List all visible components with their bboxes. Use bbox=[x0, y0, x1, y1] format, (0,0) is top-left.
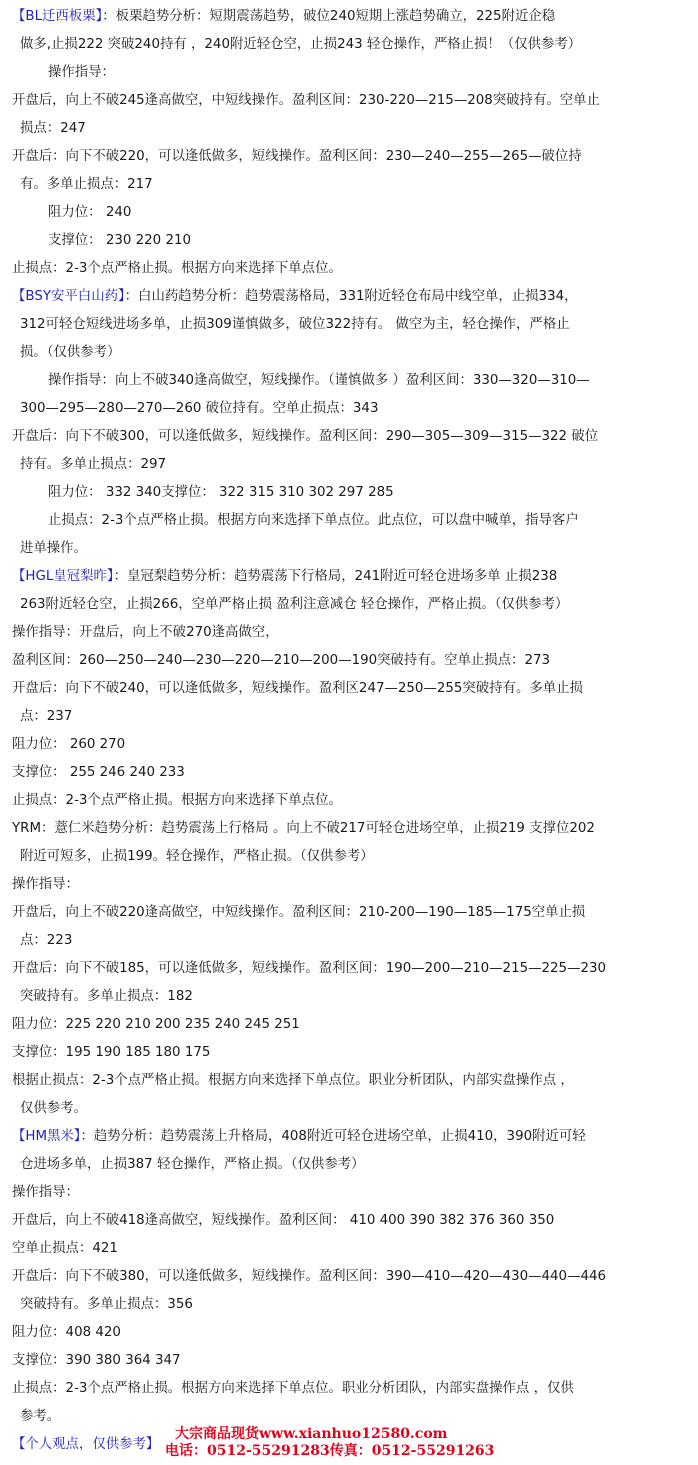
section-3-line-9: 止损点：2-3个点严格止损。根据方向来选择下单点位。 bbox=[12, 793, 342, 808]
section-2-line-10: 进单操作。 bbox=[20, 541, 87, 556]
section-4-line-8: 阻力位：225 220 210 200 235 240 245 251 bbox=[12, 1017, 300, 1032]
section-4-line-11: 仅供参考。 bbox=[20, 1101, 87, 1116]
section-3-line-3: 操作指导：开盘后，向上不破270逢高做空， bbox=[12, 625, 279, 640]
section-4-header: YRM： bbox=[12, 821, 55, 836]
footer-phone-watermark: 电话：0512-55291283传真：0512-55291263 bbox=[165, 1443, 495, 1459]
section-2-line-3: 损。（仅供参考） bbox=[20, 345, 121, 360]
section-3-line-5: 开盘后：向下不破240，可以逢低做多，短线操作。盈利区247—250—255突破持有。多单止损 bbox=[12, 681, 583, 696]
section-5-line-9: 支撑位：390 380 364 347 bbox=[12, 1353, 181, 1368]
section-2-line-7: 持有。多单止损点：297 bbox=[20, 457, 167, 472]
section-5-line-6: 开盘后：向下不破380，可以逢低做多，短线操作。盈利区间：390—410—420—430—440—446 bbox=[12, 1269, 607, 1284]
section-1-line-2: 做多,止损222 突破240持有 ，240附近轻仓空，止损243 轻仓操作，严格止损！（仅供参考） bbox=[20, 37, 582, 52]
section-5-line-8: 阻力位：408 420 bbox=[12, 1325, 121, 1340]
section-3-line-1: ：皇冠梨趋势分析：趋势震荡下行格局，241附近可轻仓进场多单 止损238 bbox=[113, 569, 558, 584]
section-5-line-1: ：趋势分析：趋势震荡上升格局，408附近可轻仓进场空单，止损410，390附近可轻 bbox=[80, 1129, 586, 1144]
section-4-line-3: 操作指导： bbox=[12, 877, 79, 892]
section-2-header: 【BSY安平白山药】 bbox=[12, 289, 125, 304]
section-5-line-10: 止损点：2-3个点严格止损。根据方向来选择下单点位。职业分析团队，内部实盘操作点 ，仅供 bbox=[12, 1381, 574, 1396]
section-1-line-3: 操作指导： bbox=[48, 65, 115, 80]
section-1-line-6: 开盘后：向下不破220，可以逢低做多，短线操作。盈利区间：230—240—255—265—破位持 bbox=[12, 149, 582, 164]
section-4-line-5: 点：223 bbox=[20, 933, 73, 948]
section-4-line-2: 附近可短多，止损199。轻仓操作，严格止损。（仅供参考） bbox=[20, 849, 374, 864]
section-1-line-4: 开盘后，向上不破245逢高做空，中短线操作。盈利区间：230-220—215—208突破持有。空单止 bbox=[12, 93, 600, 108]
section-2-line-6: 开盘后：向下不破300，可以逢低做多，短线操作。盈利区间：290—305—309—315—322 破位 bbox=[12, 429, 599, 444]
section-4-line-10: 根据止损点：2-3个点严格止损。根据方向来选择下单点位。职业分析团队，内部实盘操作点 ， bbox=[12, 1073, 574, 1088]
section-1-line-10: 止损点：2-3个点严格止损。根据方向来选择下单点位。 bbox=[12, 261, 342, 276]
section-1-line-7: 有。多单止损点：217 bbox=[20, 177, 153, 192]
section-1-line-9: 支撑位： 230 220 210 bbox=[48, 233, 192, 248]
section-2-line-2: 312可轻仓短线进场多单，止损309谨慎做多，破位322持有。 做空为主，轻仓操作，严格止 bbox=[20, 317, 570, 332]
footer-website-watermark: 大宗商品现货www.xianhuo12580.com bbox=[175, 1426, 448, 1442]
section-3-line-4: 盈利区间：260—250—240—230—220—210—200—190突破持有。空单止损点：273 bbox=[12, 653, 551, 668]
section-3-line-7: 阻力位： 260 270 bbox=[12, 737, 126, 752]
section-5-line-5: 空单止损点：421 bbox=[12, 1241, 118, 1256]
section-1-line-1: ：板栗趋势分析：短期震荡趋势，破位240短期上涨趋势确立，225附近企稳 bbox=[102, 9, 556, 24]
section-5-line-4: 开盘后，向上不破418逢高做空，短线操作。盈利区间： 410 400 390 382 376 360 350 bbox=[12, 1213, 555, 1228]
section-4-line-4: 开盘后，向上不破220逢高做空，中短线操作。盈利区间：210-200—190—185—175空单止损 bbox=[12, 905, 586, 920]
section-4-row-1 bbox=[12, 819, 595, 839]
section-5-line-7: 突破持有。多单止损点：356 bbox=[20, 1297, 193, 1312]
section-4-line-9: 支撑位：195 190 185 180 175 bbox=[12, 1045, 211, 1060]
closing-disclaimer: 【个人观点，仅供参考】 bbox=[12, 1437, 160, 1452]
section-5-line-11: 参考。 bbox=[20, 1409, 61, 1424]
section-2-line-1: ：白山药趋势分析：趋势震荡格局，331附近轻仓布局中线空单，止损334， bbox=[124, 289, 578, 304]
section-3-line-8: 支撑位： 255 246 240 233 bbox=[12, 765, 185, 780]
section-5-line-2: 仓进场多单，止损387 轻仓操作，严格止损。（仅供参考） bbox=[20, 1157, 365, 1172]
section-3-header: 【HGL皇冠梨昨】 bbox=[12, 569, 114, 584]
section-2-line-9: 止损点：2-3个点严格止损。根据方向来选择下单点位。此点位，可以盘中喊单，指导客户 bbox=[48, 513, 579, 528]
section-2-line-4: 操作指导：向上不破340逢高做空，短线操作。（谨慎做多 ）盈利区间：330—320—310— bbox=[48, 373, 590, 388]
section-4-line-7: 突破持有。多单止损点：182 bbox=[20, 989, 193, 1004]
section-3-row-1 bbox=[12, 567, 557, 587]
section-3-line-2: 263附近轻仓空，止损266，空单严格止损 盈利注意减仓 轻仓操作，严格止损。（仅供参考） bbox=[20, 597, 569, 612]
section-2-row-1 bbox=[12, 287, 578, 307]
section-4-line-1: 薏仁米趋势分析：趋势震荡上行格局 。向上不破217可轻仓进场空单，止损219 支撑位202 bbox=[54, 821, 595, 836]
section-5-header: 【HM黑米】 bbox=[12, 1129, 81, 1144]
section-1-line-8: 阻力位： 240 bbox=[48, 205, 132, 220]
section-2-line-8: 阻力位： 332 340支撑位： 322 315 310 302 297 285 bbox=[48, 485, 394, 500]
section-1-header: 【BL迁西板栗】 bbox=[12, 9, 103, 24]
section-4-line-6: 开盘后：向下不破185，可以逢低做多，短线操作。盈利区间：190—200—210—215—225—230 bbox=[12, 961, 607, 976]
section-1-row-1 bbox=[12, 7, 555, 27]
section-1-line-5: 损点：247 bbox=[20, 121, 86, 136]
section-2-line-5: 300—295—280—270—260 破位持有。空单止损点：343 bbox=[20, 401, 379, 416]
section-3-line-6: 点：237 bbox=[20, 709, 73, 724]
section-5-line-3: 操作指导： bbox=[12, 1185, 79, 1200]
section-5-row-1 bbox=[12, 1127, 586, 1147]
